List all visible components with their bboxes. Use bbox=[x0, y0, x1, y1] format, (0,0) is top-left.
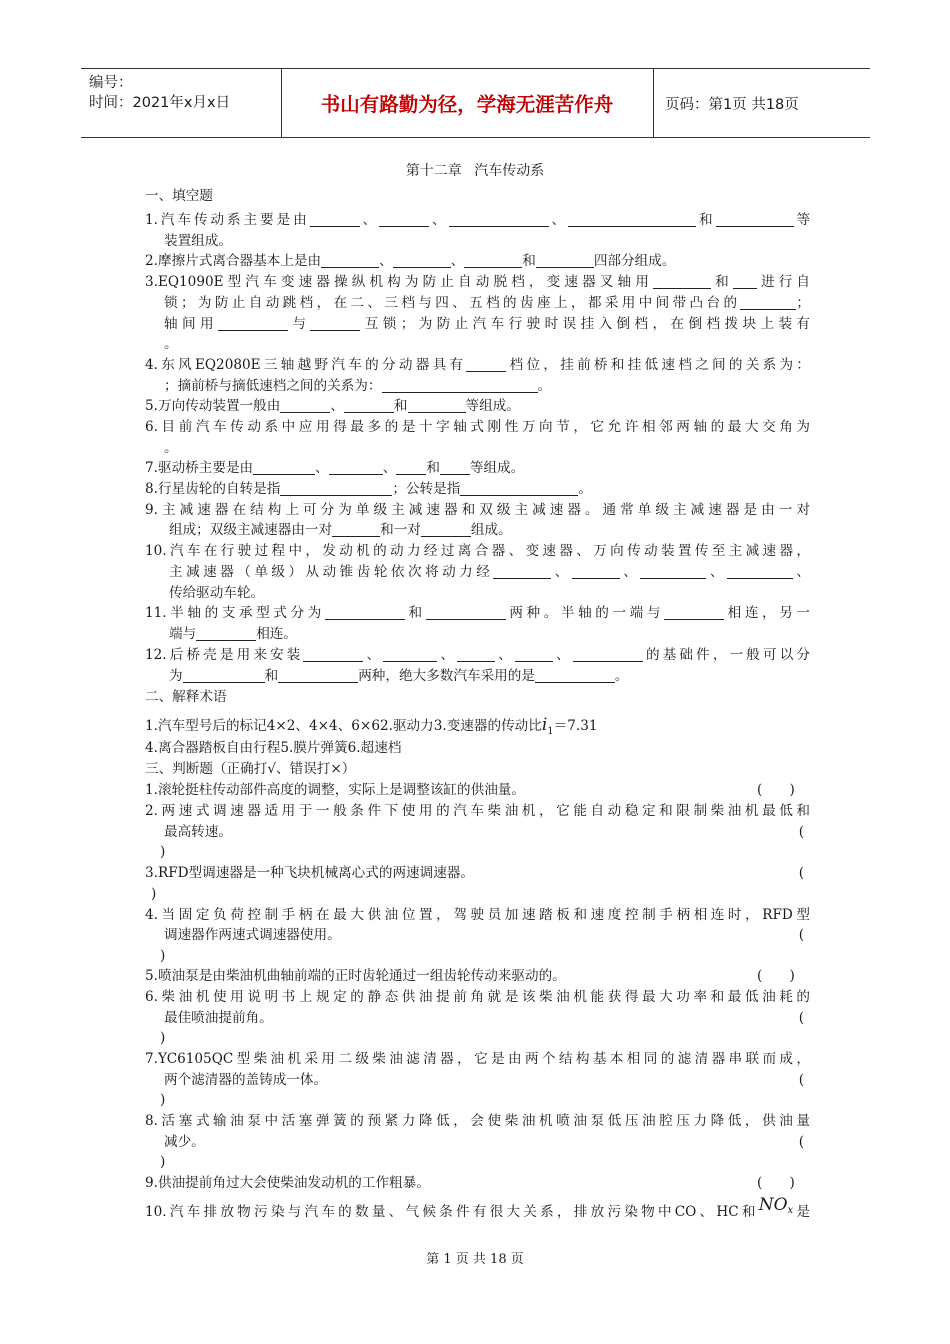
judge-line: 6.柴油机使用说明书上规定的静态供油提前角就是该柴油机能获得最大功率和最低油耗的 bbox=[145, 989, 810, 1005]
question-line: 9.主减速器在结构上可分为单级主减速器和双级主减速器。通常单级主减速器是由一对 bbox=[145, 502, 810, 518]
question-line bbox=[145, 603, 810, 623]
chapter-name: 汽车传动系 bbox=[474, 163, 545, 179]
answer-parens[interactable]: ( ) bbox=[757, 782, 795, 798]
judge-line: 4.当固定负荷控制手柄在最大供油位置，驾驶员加速踏板和速度控制手柄相连时，RFD型 bbox=[145, 907, 810, 923]
answer-blank[interactable] bbox=[396, 460, 426, 475]
paren-close[interactable]: ) bbox=[151, 886, 157, 902]
paren-close[interactable]: ) bbox=[160, 1030, 166, 1046]
question-text: 。 bbox=[537, 378, 552, 394]
answer-blank[interactable] bbox=[733, 274, 757, 289]
question-text: 、 bbox=[706, 564, 727, 580]
question-text: 等 bbox=[793, 212, 811, 228]
question-text: 的基础件，一般可以分 bbox=[642, 647, 811, 663]
question-line bbox=[145, 396, 810, 416]
judge-line: 3.RFD型调速器是一种飞块机械离心式的两速调速器。 bbox=[145, 865, 475, 881]
question-text: 、 bbox=[548, 212, 569, 228]
question-text: 、 bbox=[359, 212, 380, 228]
question-line bbox=[145, 210, 810, 230]
header-page-info: 页码：第1页 共18页 bbox=[665, 96, 799, 113]
question-text: 。 bbox=[614, 668, 629, 684]
question-text: 互锁；为防止汽车行驶时误挂入倒档，在倒档拨块上装有 bbox=[360, 316, 811, 332]
question-text: 和 bbox=[522, 253, 536, 269]
question-text: 档位，挂前桥和挂低速档之间的关系为： bbox=[506, 357, 810, 373]
answer-blank[interactable] bbox=[310, 316, 360, 331]
question-line: 。 bbox=[164, 440, 178, 456]
answer-parens[interactable]: ( ) bbox=[757, 1175, 795, 1191]
question-text: 、 bbox=[551, 564, 572, 580]
answer-blank[interactable] bbox=[460, 481, 578, 496]
term-text: 1.汽车型号后的标记4×2、4×4、6×62.驱动力3.变速器的传动比 bbox=[145, 718, 542, 734]
section-heading: 二、解释术语 bbox=[145, 689, 227, 705]
question-text: 、 bbox=[495, 647, 516, 663]
answer-blank[interactable] bbox=[253, 460, 315, 475]
nox-subscript: x bbox=[787, 1205, 794, 1216]
answer-blank[interactable] bbox=[440, 460, 470, 475]
question-line bbox=[169, 562, 810, 582]
judge-line bbox=[145, 966, 810, 986]
answer-blank[interactable] bbox=[393, 253, 451, 268]
question-text: 1.汽车传动系主要是由 bbox=[145, 212, 310, 228]
answer-blank[interactable] bbox=[457, 647, 495, 662]
time-label: 时间：2021年x月x日 bbox=[89, 95, 231, 111]
paren-close[interactable]: ) bbox=[160, 1154, 166, 1170]
judge-line: 8.活塞式输油泵中活塞弹簧的预紧力降低，会使柴油机喷油泵低压油腔压力降低，供油量 bbox=[145, 1113, 810, 1129]
question-text: 2.摩擦片式离合器基本上是由 bbox=[145, 253, 322, 269]
answer-blank[interactable] bbox=[664, 605, 724, 620]
question-text: 、 bbox=[437, 647, 458, 663]
judge-text: 是 bbox=[793, 1204, 811, 1220]
paren-open[interactable]: ( bbox=[798, 1134, 804, 1150]
question-text: 、 bbox=[379, 253, 393, 269]
answer-blank[interactable] bbox=[332, 522, 380, 537]
paren-close[interactable]: ) bbox=[160, 844, 166, 860]
question-text: 和一对 bbox=[380, 522, 421, 538]
question-line bbox=[169, 520, 810, 540]
answer-blank[interactable] bbox=[464, 253, 522, 268]
judge-line: 调速器作两速式调速器使用。 bbox=[164, 927, 341, 943]
number-label: 编号： bbox=[89, 75, 133, 91]
answer-blank[interactable] bbox=[278, 668, 358, 683]
judge-line: 2.两速式调速器适用于一般条件下使用的汽车柴油机，它能自动稳定和限制柴油机最低和 bbox=[145, 803, 810, 819]
question-line bbox=[164, 314, 810, 334]
answer-blank[interactable] bbox=[568, 212, 696, 227]
question-text: 为 bbox=[169, 668, 183, 684]
paren-close[interactable]: ) bbox=[160, 948, 166, 964]
page-footer: 第 1 页 共 18 页 bbox=[426, 1252, 524, 1267]
ratio-subscript: 1 bbox=[547, 726, 554, 737]
answer-blank[interactable] bbox=[466, 357, 506, 372]
question-line bbox=[169, 666, 810, 686]
answer-blank[interactable] bbox=[716, 212, 794, 227]
answer-blank[interactable] bbox=[379, 212, 429, 227]
answer-parens[interactable]: ( ) bbox=[757, 968, 795, 984]
judge-line: 最高转速。 bbox=[164, 824, 232, 840]
answer-blank[interactable] bbox=[344, 398, 394, 413]
answer-blank[interactable] bbox=[515, 647, 553, 662]
answer-blank[interactable] bbox=[573, 647, 643, 662]
term-line: 4.离合器踏板自由行程5.膜片弹簧6.超速档 bbox=[145, 740, 402, 756]
judge-line: 两个滤清器的盖铸成一体。 bbox=[164, 1072, 328, 1088]
question-text: 和 bbox=[426, 460, 440, 476]
question-text: 12.后桥壳是用来安装 bbox=[145, 647, 304, 663]
question-text: 11.半轴的支承型式分为 bbox=[145, 605, 325, 621]
answer-blank[interactable] bbox=[280, 398, 330, 413]
question-line bbox=[145, 458, 810, 478]
question-text: 轴间用 bbox=[164, 316, 218, 332]
answer-blank[interactable] bbox=[310, 212, 360, 227]
answer-blank[interactable] bbox=[493, 564, 551, 579]
question-text: 、 bbox=[619, 564, 641, 580]
question-text: 主减速器（单级）从动锥齿轮依次将动力经 bbox=[169, 564, 494, 580]
answer-blank[interactable] bbox=[421, 522, 471, 537]
judge-line bbox=[145, 1195, 811, 1227]
answer-blank[interactable] bbox=[382, 378, 538, 393]
question-line bbox=[164, 376, 810, 396]
paren-open[interactable]: ( bbox=[798, 927, 804, 943]
question-text: 两种。半轴的一端与 bbox=[505, 605, 665, 621]
question-text: 与 bbox=[287, 316, 311, 332]
question-line bbox=[145, 479, 810, 499]
question-text: 组成；双级主减速器由一对 bbox=[169, 522, 333, 538]
question-line bbox=[145, 645, 810, 665]
answer-blank[interactable] bbox=[536, 253, 594, 268]
question-line bbox=[169, 624, 810, 644]
question-line bbox=[145, 272, 810, 292]
answer-blank[interactable] bbox=[183, 668, 265, 683]
judge-line bbox=[145, 780, 810, 800]
answer-blank[interactable] bbox=[740, 295, 796, 310]
judge-text: 1.滚轮挺柱传动部件高度的调整，实际上是调整该缸的供油量。 bbox=[145, 782, 525, 798]
answer-blank[interactable] bbox=[727, 564, 793, 579]
judge-text: 10.汽车排放物污染与汽车的数量、气候条件有很大关系，排放污染物中CO、HC和 bbox=[145, 1204, 759, 1220]
answer-blank[interactable] bbox=[218, 316, 288, 331]
question-text: 。 bbox=[578, 481, 592, 497]
header-divider bbox=[653, 69, 654, 137]
question-line bbox=[164, 293, 810, 313]
question-text: 、 bbox=[315, 460, 329, 476]
question-text: 、 bbox=[382, 460, 397, 476]
judge-line: 最佳喷油提前角。 bbox=[164, 1010, 273, 1026]
answer-blank[interactable] bbox=[653, 274, 711, 289]
judge-line bbox=[145, 1173, 810, 1193]
answer-blank[interactable] bbox=[383, 647, 437, 662]
answer-blank[interactable] bbox=[303, 647, 363, 662]
judge-text: 9.供油提前角过大会使柴油发动机的工作粗暴。 bbox=[145, 1175, 430, 1191]
nox-symbol: NO bbox=[758, 1195, 788, 1215]
section-heading: 三、判断题（正确打√、错误打×） bbox=[145, 761, 356, 777]
paren-open[interactable]: ( bbox=[798, 824, 804, 840]
judge-line: 减少。 bbox=[164, 1134, 205, 1150]
question-text: 和 bbox=[404, 605, 426, 621]
ratio-symbol: i bbox=[541, 715, 548, 735]
section-heading: 一、填空题 bbox=[145, 188, 213, 204]
question-text: 等组成。 bbox=[469, 460, 525, 476]
chapter-title bbox=[0, 160, 950, 180]
question-text: 、 bbox=[792, 564, 811, 580]
question-text: 相连，另一 bbox=[724, 605, 811, 621]
question-text: 、 bbox=[363, 647, 384, 663]
answer-blank[interactable] bbox=[408, 398, 466, 413]
question-text: 四部分组成。 bbox=[593, 253, 676, 269]
question-text: ；摘前桥与摘低速档之间的关系为： bbox=[164, 378, 382, 394]
question-text: 、 bbox=[330, 398, 344, 414]
paren-open[interactable]: ( bbox=[798, 865, 804, 881]
question-line: 10.汽车在行驶过程中，发动机的动力经过离合器、变速器、万向传动装置传至主减速器， bbox=[145, 543, 810, 559]
header-meta bbox=[89, 73, 230, 113]
header-table bbox=[81, 68, 870, 138]
question-text: 、 bbox=[429, 212, 449, 228]
question-text: 组成。 bbox=[470, 522, 512, 538]
judge-line: 7.YC6105QC型柴油机采用二级柴油滤清器，它是由两个结构基本相同的滤清器串联而成， bbox=[145, 1051, 810, 1067]
question-line bbox=[145, 251, 810, 271]
question-text: 等组成。 bbox=[465, 398, 520, 414]
question-line: 。 bbox=[164, 336, 178, 352]
question-text: 锁；为防止自动跳档，在二、三档与四、五档的齿座上，都采用中间带凸台的 bbox=[164, 295, 741, 311]
question-text: 4.东风EQ2080E三轴越野汽车的分动器具有 bbox=[145, 357, 467, 373]
judge-text: 5.喷油泵是由柴油机曲轴前端的正时齿轮通过一组齿轮传动来驱动的。 bbox=[145, 968, 566, 984]
answer-blank[interactable] bbox=[535, 668, 615, 683]
answer-blank[interactable] bbox=[325, 605, 405, 620]
question-text: 和 bbox=[264, 668, 279, 684]
question-text: ； bbox=[796, 295, 810, 311]
question-text: 、 bbox=[553, 647, 573, 663]
paren-close[interactable]: ) bbox=[160, 1092, 166, 1108]
term-text: ＝7.31 bbox=[553, 718, 598, 734]
question-text: 3.EQ1090E型汽车变速器操纵机构为防止自动脱档，变速器叉轴用 bbox=[145, 274, 653, 290]
chapter-number: 第十二章 bbox=[405, 163, 462, 179]
question-text: 进行自 bbox=[756, 274, 811, 290]
question-text: 8.行星齿轮的自转是指 bbox=[145, 481, 281, 497]
question-text: 两种，绝大多数汽车采用的是 bbox=[358, 668, 535, 684]
answer-blank[interactable] bbox=[449, 212, 549, 227]
question-text: 5.万向传动装置一般由 bbox=[145, 398, 281, 414]
paren-open[interactable]: ( bbox=[798, 1010, 804, 1026]
header-motto: 书山有路勤为径，学海无涯苦作舟 bbox=[320, 93, 614, 116]
question-line: 传给驱动车轮。 bbox=[169, 585, 265, 601]
question-text: 和 bbox=[393, 398, 408, 414]
answer-blank[interactable] bbox=[640, 564, 706, 579]
answer-blank[interactable] bbox=[572, 564, 620, 579]
answer-blank[interactable] bbox=[321, 253, 379, 268]
answer-blank[interactable] bbox=[196, 626, 256, 641]
answer-blank[interactable] bbox=[426, 605, 506, 620]
question-text: 和 bbox=[696, 212, 716, 228]
question-text: 相连。 bbox=[256, 626, 297, 642]
question-text: 、 bbox=[450, 253, 465, 269]
answer-blank[interactable] bbox=[280, 481, 392, 496]
answer-blank[interactable] bbox=[329, 460, 383, 475]
question-text: 和 bbox=[710, 274, 733, 290]
question-line bbox=[145, 355, 810, 375]
question-text: 端与 bbox=[169, 626, 197, 642]
question-text: ；公转是指 bbox=[392, 481, 461, 497]
question-line: 装置组成。 bbox=[164, 233, 232, 249]
paren-open[interactable]: ( bbox=[798, 1072, 804, 1088]
question-text: 7.驱动桥主要是由 bbox=[145, 460, 254, 476]
question-line: 6.目前汽车传动系中应用得最多的是十字轴式刚性万向节，它允许相邻两轴的最大交角为 bbox=[145, 419, 810, 435]
